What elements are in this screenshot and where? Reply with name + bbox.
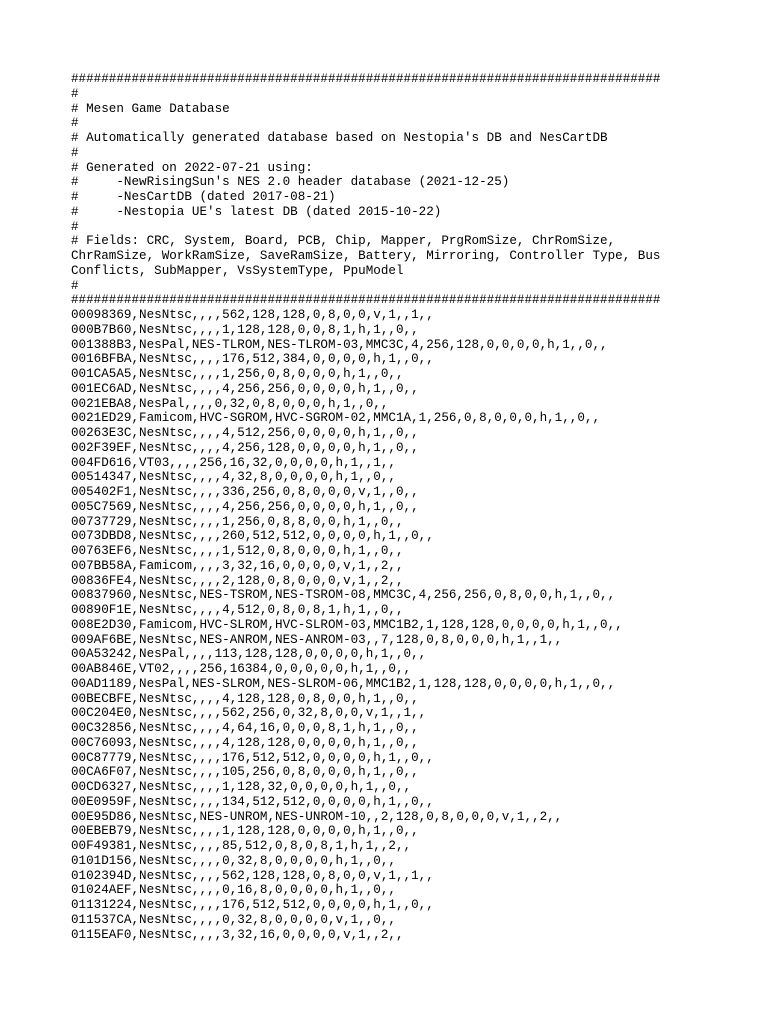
data-row: 005402F1,NesNtsc,,,,336,256,0,8,0,0,0,v,1,,0,,	[71, 485, 419, 499]
comment-line: # Automatically generated database based on Nestopia's DB and NesCartDB	[71, 131, 608, 145]
data-row: 00CD6327,NesNtsc,,,,1,128,32,0,0,0,0,h,1,,0,,	[71, 780, 412, 794]
data-row: 004FD616,VT03,,,,256,16,32,0,0,0,0,h,1,,1,,	[71, 455, 396, 470]
data-row: 000B7B60,NesNtsc,,,,1,128,128,0,0,8,1,h,1,,0,,	[71, 322, 419, 337]
data-row: 00F49381,NesNtsc,,,,85,512,0,8,0,8,1,h,1,,2,,	[71, 839, 412, 853]
data-row: 0115EAF0,NesNtsc,,,,3,32,16,0,0,0,0,v,1,,2,,	[71, 927, 404, 942]
data-row: 00514347,NesNtsc,,,,4,32,8,0,0,0,0,h,1,,0,,	[71, 470, 396, 485]
fields-description-line: ChrRamSize, WorkRamSize, SaveRamSize, Battery, Mirroring, Controller Type, Bus	[71, 249, 661, 263]
data-row: 00836FE4,NesNtsc,,,,2,128,0,8,0,0,0,v,1,,2,,	[71, 573, 404, 588]
comment-line: # -Nestopia UE's latest DB (dated 2015-10-22)	[71, 204, 442, 219]
data-row: 00890F1E,NesNtsc,,,,4,512,0,8,0,8,1,h,1,,0,,	[71, 603, 404, 617]
header-border-line: ##############################################################################	[71, 293, 661, 308]
data-row: 00E0959F,NesNtsc,,,,134,512,512,0,0,0,0,h,1,,0,,	[71, 794, 434, 809]
data-row: 00C87779,NesNtsc,,,,176,512,512,0,0,0,0,h,1,,0,,	[71, 750, 434, 765]
comment-line: #	[71, 116, 79, 131]
data-row: 00C204E0,NesNtsc,,,,562,256,0,32,8,0,0,v,1,,1,,	[71, 706, 427, 721]
data-row: 007BB58A,Famicom,,,,3,32,16,0,0,0,0,v,1,,2,,	[71, 558, 404, 573]
data-row: 00BECBFE,NesNtsc,,,,4,128,128,0,8,0,0,h,1,,0,,	[71, 691, 419, 706]
comment-line: # Mesen Game Database	[71, 101, 230, 116]
data-row: 0073DBD8,NesNtsc,,,,260,512,512,0,0,0,0,h,1,,0,,	[71, 529, 434, 544]
data-row: 001EC6AD,NesNtsc,,,,4,256,256,0,0,0,0,h,1,,0,,	[71, 381, 419, 396]
data-row: 0102394D,NesNtsc,,,,562,128,128,0,8,0,0,v,1,,1,,	[71, 868, 434, 883]
data-row: 00A53242,NesPal,,,,113,128,128,0,0,0,0,h,1,,0,,	[71, 647, 427, 662]
comment-line: #	[71, 219, 79, 234]
data-row: 001CA5A5,NesNtsc,,,,1,256,0,8,0,0,0,h,1,,0,,	[71, 367, 404, 381]
fields-description-line: Conflicts, SubMapper, VsSystemType, PpuModel	[71, 263, 404, 278]
data-row: 00AB846E,VT02,,,,256,16384,0,0,0,0,0,h,1,,0,,	[71, 662, 412, 676]
data-row: 00E95D86,NesNtsc,NES-UNROM,NES-UNROM-10,,2,128,0,8,0,0,0,v,1,,2,,	[71, 809, 563, 824]
data-row: 0016BFBA,NesNtsc,,,,176,512,384,0,0,0,0,h,1,,0,,	[71, 352, 434, 367]
comment-line: #	[71, 145, 79, 160]
data-row: 00C32856,NesNtsc,,,,4,64,16,0,0,0,8,1,h,1,,0,,	[71, 721, 419, 735]
header-border-line: ##############################################################################	[71, 72, 661, 86]
comment-line: # Generated on 2022-07-21 using:	[71, 160, 313, 175]
data-row: 009AF6BE,NesNtsc,NES-ANROM,NES-ANROM-03,,7,128,0,8,0,0,0,h,1,,1,,	[71, 632, 563, 647]
comment-line: # Fields: CRC, System, Board, PCB, Chip, Mapper, PrgRomSize, ChrRomSize,	[71, 234, 616, 249]
data-row: 011537CA,NesNtsc,,,,0,32,8,0,0,0,0,v,1,,0,,	[71, 912, 396, 927]
data-row: 002F39EF,NesNtsc,,,,4,256,128,0,0,0,0,h,1,,0,,	[71, 440, 419, 455]
data-row: 00EBEB79,NesNtsc,,,,1,128,128,0,0,0,0,h,1,,0,,	[71, 824, 419, 839]
data-row: 0021ED29,Famicom,HVC-SGROM,HVC-SGROM-02,MMC1A,1,256,0,8,0,0,0,h,1,,0,,	[71, 411, 601, 426]
database-text-document	[71, 72, 701, 942]
data-row: 00837960,NesNtsc,NES-TSROM,NES-TSROM-08,MMC3C,4,256,256,0,8,0,0,h,1,,0,,	[71, 588, 616, 603]
data-row: 001388B3,NesPal,NES-TLROM,NES-TLROM-03,MMC3C,4,256,128,0,0,0,0,h,1,,0,,	[71, 337, 608, 352]
data-row: 00CA6F07,NesNtsc,,,,105,256,0,8,0,0,0,h,1,,0,,	[71, 765, 419, 780]
comment-line: # -NesCartDB (dated 2017-08-21)	[71, 190, 336, 204]
data-row: 00AD1189,NesPal,NES-SLROM,NES-SLROM-06,MMC1B2,1,128,128,0,0,0,0,h,1,,0,,	[71, 676, 616, 691]
data-row: 00737729,NesNtsc,,,,1,256,0,8,8,0,0,h,1,,0,,	[71, 514, 404, 529]
data-row: 0101D156,NesNtsc,,,,0,32,8,0,0,0,0,h,1,,0,,	[71, 853, 396, 868]
data-row: 00098369,NesNtsc,,,,562,128,128,0,8,0,0,v,1,,1,,	[71, 308, 434, 322]
data-row: 00763EF6,NesNtsc,,,,1,512,0,8,0,0,0,h,1,,0,,	[71, 544, 404, 558]
data-row: 005C7569,NesNtsc,,,,4,256,256,0,0,0,0,h,1,,0,,	[71, 499, 419, 514]
comment-line: #	[71, 278, 79, 293]
data-row: 01024AEF,NesNtsc,,,,0,16,8,0,0,0,0,h,1,,0,,	[71, 883, 396, 898]
data-row: 0021EBA8,NesPal,,,,0,32,0,8,0,0,0,h,1,,0,,	[71, 396, 389, 411]
data-row: 008E2D30,Famicom,HVC-SLROM,HVC-SLROM-03,MMC1B2,1,128,128,0,0,0,0,h,1,,0,,	[71, 617, 623, 632]
data-row: 00263E3C,NesNtsc,,,,4,512,256,0,0,0,0,h,1,,0,,	[71, 426, 419, 440]
comment-line: # -NewRisingSun's NES 2.0 header database (2021-12-25)	[71, 175, 510, 190]
comment-line: #	[71, 86, 79, 101]
data-row: 01131224,NesNtsc,,,,176,512,512,0,0,0,0,h,1,,0,,	[71, 898, 434, 912]
data-row: 00C76093,NesNtsc,,,,4,128,128,0,0,0,0,h,1,,0,,	[71, 735, 419, 750]
